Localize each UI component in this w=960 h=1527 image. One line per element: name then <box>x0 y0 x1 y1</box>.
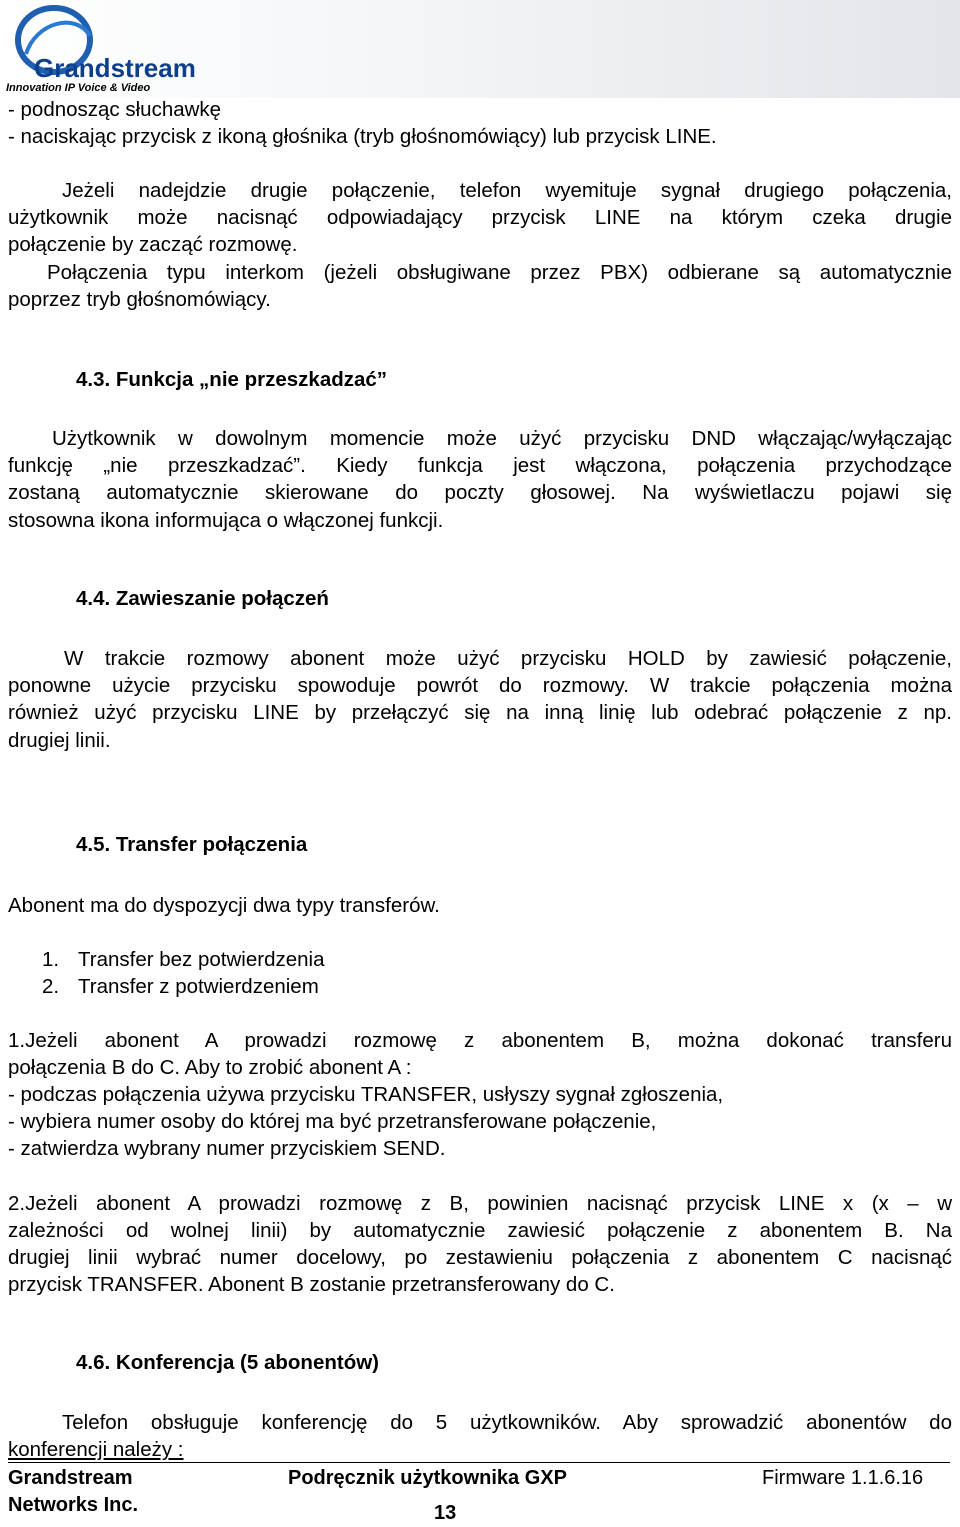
footer-manual-title: Podręcznik użytkownika GXP <box>288 1467 567 1489</box>
section-heading-4-5: 4.5. Transfer połączenia <box>76 833 308 856</box>
page-number: 13 <box>434 1502 457 1524</box>
paragraph-line: W trakcie rozmowy abonent może użyć przycisku HOLD by zawiesić połączenie, <box>64 647 952 670</box>
footer-company-line-1: Grandstream <box>8 1467 133 1489</box>
body-line: - podnosząc słuchawkę <box>8 98 222 121</box>
paragraph-line: Połączenia typu interkom (jeżeli obsługiwane przez PBX) odbierane są automatycznie <box>47 261 952 284</box>
paragraph-line: funkcję „nie przeszkadzać”. Kiedy funkcja jest włączona, połączenia przychodzące <box>8 454 952 477</box>
paragraph-line: - podczas połączenia używa przycisku TRANSFER, usłyszy sygnał zgłoszenia, <box>8 1083 724 1106</box>
logo-tagline: Innovation IP Voice & Video <box>6 82 151 94</box>
paragraph-line: użytkownik może nacisnąć odpowiadający przycisk LINE na którym czeka drugie <box>8 206 952 229</box>
paragraph-line: stosowna ikona informująca o włączonej funkcji. <box>8 509 444 532</box>
paragraph-line: 1.Jeżeli abonent A prowadzi rozmowę z abonentem B, można dokonać transferu <box>8 1029 952 1052</box>
paragraph-line: połączenia B do C. Aby to zrobić abonent A : <box>8 1056 412 1079</box>
body-line: - naciskając przycisk z ikoną głośnika (tryb głośnomówiący) lub przycisk LINE. <box>8 125 717 148</box>
paragraph-line: konferencji należy : <box>8 1438 184 1461</box>
section-heading-4-4: 4.4. Zawieszanie połączeń <box>76 587 329 610</box>
list-item-text: Transfer bez potwierdzenia <box>78 948 325 971</box>
paragraph-line: - zatwierdza wybrany numer przyciskiem SEND. <box>8 1137 446 1160</box>
paragraph-line: zostaną automatycznie skierowane do poczty głosowej. Na wyświetlaczu pojawi się <box>8 481 952 504</box>
list-item-number: 1. <box>42 948 60 971</box>
section-heading-4-6: 4.6. Konferencja (5 abonentów) <box>76 1351 379 1374</box>
paragraph-line: - wybiera numer osoby do której ma być przetransferowane połączenie, <box>8 1110 657 1133</box>
footer-firmware: Firmware 1.1.6.16 <box>762 1467 924 1489</box>
paragraph-line: Jeżeli nadejdzie drugie połączenie, telefon wyemituje sygnał drugiego połączenia, <box>62 179 952 202</box>
paragraph-line: zależności od wolnej linii) by automatycznie zawiesić połączenie z abonentem B. Na <box>8 1219 952 1242</box>
paragraph-line: połączenie by zacząć rozmowę. <box>8 233 298 256</box>
paragraph-line: Użytkownik w dowolnym momencie może użyć przycisku DND włączając/wyłączając <box>52 427 952 450</box>
paragraph-line: ponowne użycie przycisku spowoduje powrót do rozmowy. W trakcie połączenia można <box>8 674 952 697</box>
logo-wordmark: Grandstream <box>34 53 196 83</box>
footer-company-line-2: Networks Inc. <box>8 1494 139 1516</box>
paragraph-line: również użyć przycisku LINE by przełączyć się na inną linię lub odebrać połączenie z np. <box>8 701 952 724</box>
paragraph-line: drugiej linii wybrać numer docelowy, po zestawieniu połączenia z abonentem C nacisnąć <box>8 1246 952 1269</box>
footer-divider <box>8 1462 950 1463</box>
paragraph-line: poprzez tryb głośnomówiący. <box>8 288 271 311</box>
paragraph-line: przycisk TRANSFER. Abonent B zostanie przetransferowany do C. <box>8 1273 615 1296</box>
paragraph-line: Telefon obsługuje konferencję do 5 użytkowników. Aby sprowadzić abonentów do <box>62 1411 952 1434</box>
list-item-text: Transfer z potwierdzeniem <box>78 975 319 998</box>
paragraph-line: Abonent ma do dyspozycji dwa typy transferów. <box>8 894 440 917</box>
paragraph-line: drugiej linii. <box>8 729 111 752</box>
section-heading-4-3: 4.3. Funkcja „nie przeszkadzać” <box>76 368 388 391</box>
paragraph-line: 2.Jeżeli abonent A prowadzi rozmowę z B, powinien nacisnąć przycisk LINE x (x – w <box>8 1192 952 1215</box>
list-item-number: 2. <box>42 975 60 998</box>
